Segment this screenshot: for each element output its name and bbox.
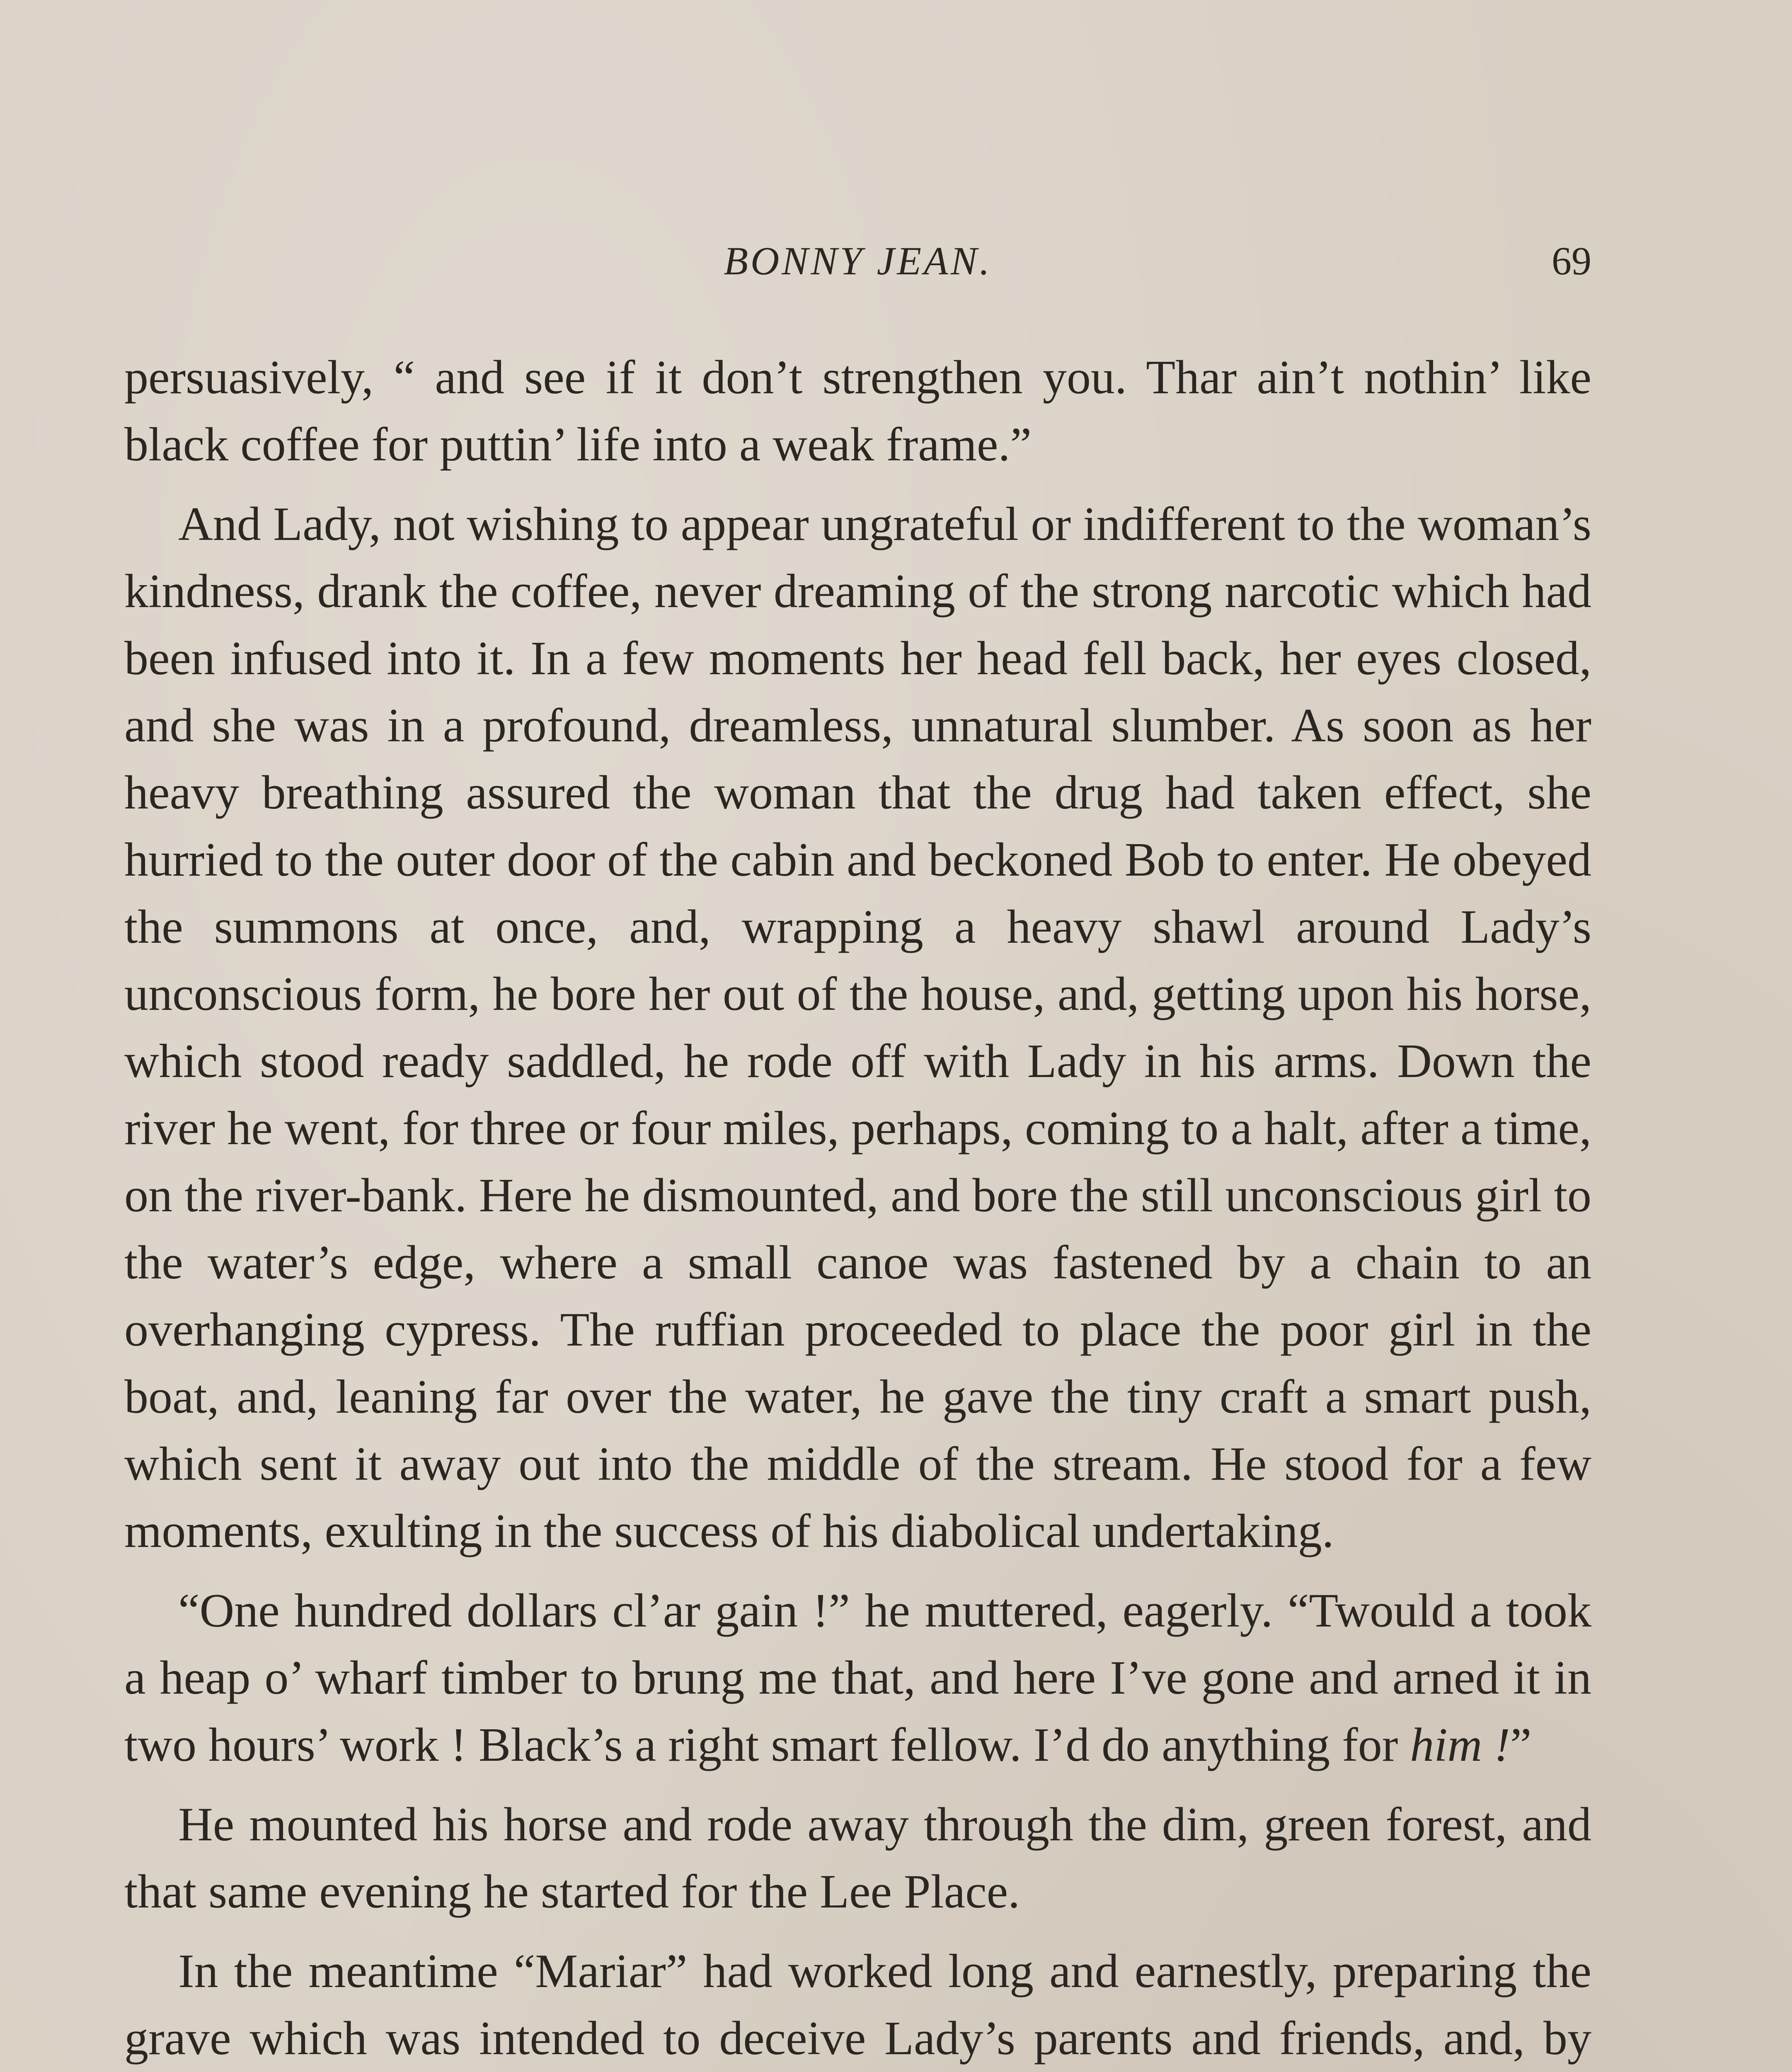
- running-title: BONNY JEAN.: [724, 239, 992, 283]
- paragraph-5: In the meantime “Mariar” had worked long and earnestly, preparing the grave which was intended to deceive Lady’s parents and friends, and, by: [124, 1945, 1591, 2065]
- paragraph-4: He mounted his horse and rode away through the dim, green forest, and that same evening he started for the Lee Place.: [124, 1798, 1591, 1918]
- paragraph-1: persuasively, “ and see if it don’t strengthen you. Thar ain’t nothin’ like black coffee for puttin’ life into a weak frame.”: [124, 351, 1591, 471]
- paragraph-3-close-quote: ”: [1510, 1719, 1532, 1772]
- page-number: 69: [1552, 239, 1591, 283]
- paragraph-3: [124, 1577, 1591, 1779]
- running-head: [124, 232, 1591, 290]
- paragraph-3-text: “One hundred dollars cl’ar gain !” he muttered, eagerly. “Twould a took a heap o’ wharf timber to brung me that, and here I’ve gone and arned it in two hours’ work ! Black’s a right smart fellow. I’d do anything for: [124, 1584, 1591, 1772]
- body-text: [124, 344, 1591, 2072]
- paragraph-2: And Lady, not wishing to appear ungrateful or indifferent to the woman’s kindness, drank the coffee, never dreaming of the strong narcotic which had been infused into it. In a few moments her head fell back, her eyes closed, and she was in a profound, dreamless, unnatural slumber. As soon as her heavy breathing assured the woman that the drug had taken effect, she hurried to the outer door of the cabin and beckoned Bob to enter. He obeyed the summons at once, and, wrapping a heavy shawl around Lady’s unconscious form, he bore her out of the house, and, getting upon his horse, which stood ready saddled, he rode off with Lady in his arms. Down the river he went, for three or four miles, perhaps, coming to a halt, after a time, on the river-bank. Here he dismounted, and bore the still unconscious girl to the water’s edge, where a small canoe was fastened by a chain to an overhanging cypress. The ruffian proceeded to place the poor girl in the boat, and, leaning far over the water, he gave the tiny craft a smart push, which sent it away out into the middle of the stream. He stood for a few moments, exulting in the success of his diabolical undertaking.: [124, 498, 1591, 1558]
- paragraph-3-emphasis: him !: [1410, 1719, 1510, 1772]
